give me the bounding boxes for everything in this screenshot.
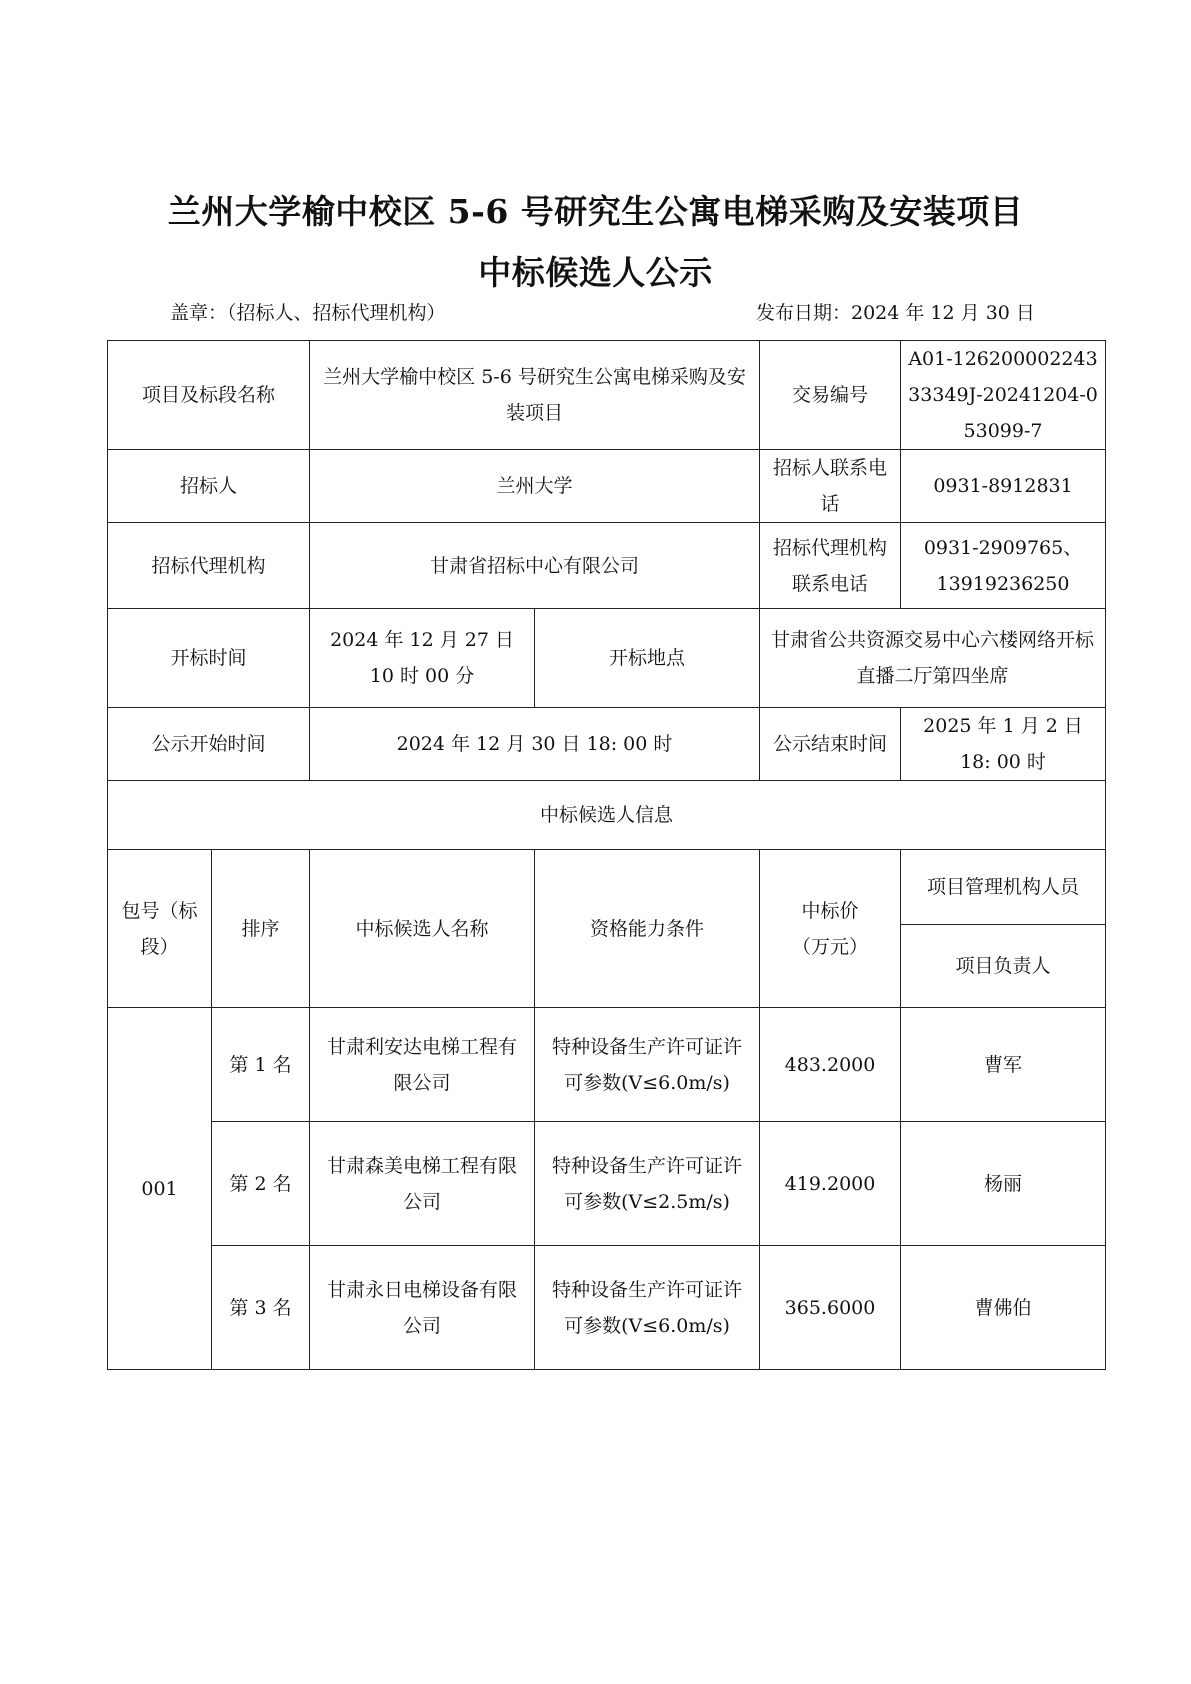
table-row (108, 1122, 1106, 1246)
header-mgmt: 项目管理机构人员 (901, 850, 1106, 925)
open-place-label: 开标地点 (535, 609, 760, 708)
tenderer-phone-value: 0931-8912831 (901, 450, 1106, 523)
candidate-rank: 第 2 名 (212, 1122, 310, 1246)
agency-phone-value: 0931-2909765、13919236250 (901, 523, 1106, 609)
project-row (108, 341, 1106, 450)
agency-row (108, 523, 1106, 609)
notice-end-value: 2025 年 1 月 2 日 18: 00 时 (901, 708, 1106, 781)
document-title: 兰州大学榆中校区 5-6 号研究生公寓电梯采购及安装项目 (167, 192, 1024, 231)
section-row (108, 781, 1106, 850)
tenderer-label: 招标人 (108, 450, 310, 523)
candidate-name: 甘肃森美电梯工程有限公司 (310, 1122, 535, 1246)
candidate-leader: 曹军 (901, 1008, 1106, 1122)
candidate-leader: 曹佛伯 (901, 1246, 1106, 1370)
agency-phone-label: 招标代理机构联系电话 (760, 523, 901, 609)
table-row (108, 1246, 1106, 1370)
seal-label: 盖章：（招标人、招标代理机构） (170, 302, 446, 324)
notice-period-row (108, 708, 1106, 781)
header-name: 中标候选人名称 (310, 850, 535, 1008)
header-package: 包号（标段） (108, 850, 212, 1008)
header-qualification: 资格能力条件 (535, 850, 760, 1008)
tenderer-phone-label: 招标人联系电话 (760, 450, 901, 523)
candidate-price: 419.2000 (760, 1122, 901, 1246)
candidate-price: 365.6000 (760, 1246, 901, 1370)
candidate-leader: 杨丽 (901, 1122, 1106, 1246)
table-row (108, 1008, 1106, 1122)
candidate-name: 甘肃永日电梯设备有限公司 (310, 1246, 535, 1370)
candidates-section-title: 中标候选人信息 (108, 781, 1106, 850)
header-row (108, 850, 1106, 925)
candidate-qualification: 特种设备生产许可证许可参数(V≤2.5m/s) (535, 1122, 760, 1246)
header-leader: 项目负责人 (901, 925, 1106, 1008)
package-number: 001 (108, 1008, 212, 1370)
notice-start-value: 2024 年 12 月 30 日 18: 00 时 (310, 708, 760, 781)
open-place-value: 甘肃省公共资源交易中心六楼网络开标直播二厅第四坐席 (760, 609, 1106, 708)
candidate-name: 甘肃利安达电梯工程有限公司 (310, 1008, 535, 1122)
candidate-qualification: 特种设备生产许可证许可参数(V≤6.0m/s) (535, 1246, 760, 1370)
open-time-value: 2024 年 12 月 27 日 10 时 00 分 (310, 609, 535, 708)
project-label: 项目及标段名称 (108, 341, 310, 450)
agency-label: 招标代理机构 (108, 523, 310, 609)
trade-no-value: A01-12620000224333349J-20241204-053099-7 (901, 341, 1106, 450)
agency-value: 甘肃省招标中心有限公司 (310, 523, 760, 609)
header-price: 中标价（万元） (760, 850, 901, 1008)
document-subtitle: 中标候选人公示 (478, 253, 713, 292)
candidate-price: 483.2000 (760, 1008, 901, 1122)
header-rank: 排序 (212, 850, 310, 1008)
tenderer-row (108, 450, 1106, 523)
opening-row (108, 609, 1106, 708)
open-time-label: 开标时间 (108, 609, 310, 708)
candidate-rank: 第 1 名 (212, 1008, 310, 1122)
candidate-qualification: 特种设备生产许可证许可参数(V≤6.0m/s) (535, 1008, 760, 1122)
tenderer-value: 兰州大学 (310, 450, 760, 523)
trade-no-label: 交易编号 (760, 341, 901, 450)
notice-table (107, 340, 1106, 1370)
project-value: 兰州大学榆中校区 5-6 号研究生公寓电梯采购及安装项目 (310, 341, 760, 450)
notice-end-label: 公示结束时间 (760, 708, 901, 781)
notice-start-label: 公示开始时间 (108, 708, 310, 781)
publish-date: 发布日期：2024 年 12 月 30 日 (756, 302, 1035, 324)
candidate-rank: 第 3 名 (212, 1246, 310, 1370)
